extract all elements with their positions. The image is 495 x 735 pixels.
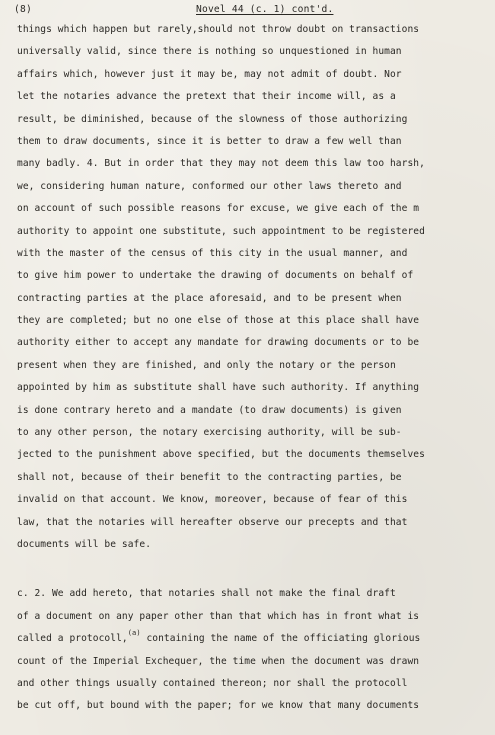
text-line: result, be diminished, because of the slowness of those authorizing: [17, 113, 408, 125]
document-body: [17, 19, 487, 718]
running-head: Novel 44 (c. 1) cont'd.: [196, 4, 334, 15]
text-line: them to draw documents, since it is better to draw a few well than: [17, 135, 402, 147]
text-line: to any other person, the notary exercising authority, will be sub-: [17, 427, 402, 439]
text-line: present when they are finished, and only the notary or the person: [17, 359, 396, 371]
text-line: law, that the notaries will hereafter observe our precepts and that: [17, 516, 408, 528]
text-line: invalid on that account. We know, moreover, because of fear of this: [17, 494, 408, 506]
text-line: they are completed; but no one else of those at this place shall have: [17, 315, 420, 327]
text-line: authority either to accept any mandate for drawing documents or to be: [17, 337, 420, 349]
text-line: things which happen but rarely,should not throw doubt on transactions: [17, 24, 420, 35]
text-line: to give him power to undertake the drawing of documents on behalf of: [17, 270, 414, 282]
text-line: let the notaries advance the pretext that their income will, as a: [17, 91, 396, 103]
paragraph-1: [17, 19, 487, 556]
text-line: with the master of the census of this city in the usual manner, and: [17, 247, 408, 259]
text-line: appointed by him as substitute shall have such authority. If anything: [17, 382, 420, 394]
text-line: be cut off, but bound with the paper; for we know that many documents: [17, 700, 420, 712]
text-line: we, considering human nature, conformed our other laws thereto and: [17, 180, 402, 192]
text-segment: containing the name of the officiating glorious: [140, 633, 421, 645]
footnote-reference: (a): [127, 629, 141, 638]
text-line: and other things usually contained thereon; nor shall the protocoll: [17, 677, 408, 689]
text-segment: called a protocoll,: [17, 633, 128, 645]
paragraph-spacer: [17, 556, 487, 583]
page-number: (8): [14, 4, 32, 15]
text-line: on account of such possible reasons for excuse, we give each of the m: [17, 203, 420, 215]
text-line: count of the Imperial Exchequer, the time when the document was drawn: [17, 655, 420, 667]
text-line: [17, 628, 487, 650]
page-header: [14, 4, 485, 20]
text-line: of a document on any paper other than that which has in front what is: [17, 610, 420, 622]
text-line: jected to the punishment above specified, but the documents themselves: [17, 449, 425, 461]
text-line: c. 2. We add hereto, that notaries shall not make the final draft: [17, 588, 396, 600]
paragraph-2: [17, 583, 487, 717]
text-line: universally valid, since there is nothing so unquestioned in human: [17, 46, 402, 58]
text-line: affairs which, however just it may be, may not admit of doubt. Nor: [17, 68, 402, 80]
text-line: documents will be safe.: [17, 538, 152, 550]
text-line: is done contrary hereto and a mandate (to draw documents) is given: [17, 404, 402, 416]
text-line: contracting parties at the place aforesaid, and to be present when: [17, 292, 402, 304]
text-line: many badly. 4. But in order that they may not deem this law too harsh,: [17, 158, 425, 170]
text-line: authority to appoint one substitute, such appointment to be registered: [17, 225, 425, 237]
text-line: shall not, because of their benefit to the contracting parties, be: [17, 471, 402, 483]
